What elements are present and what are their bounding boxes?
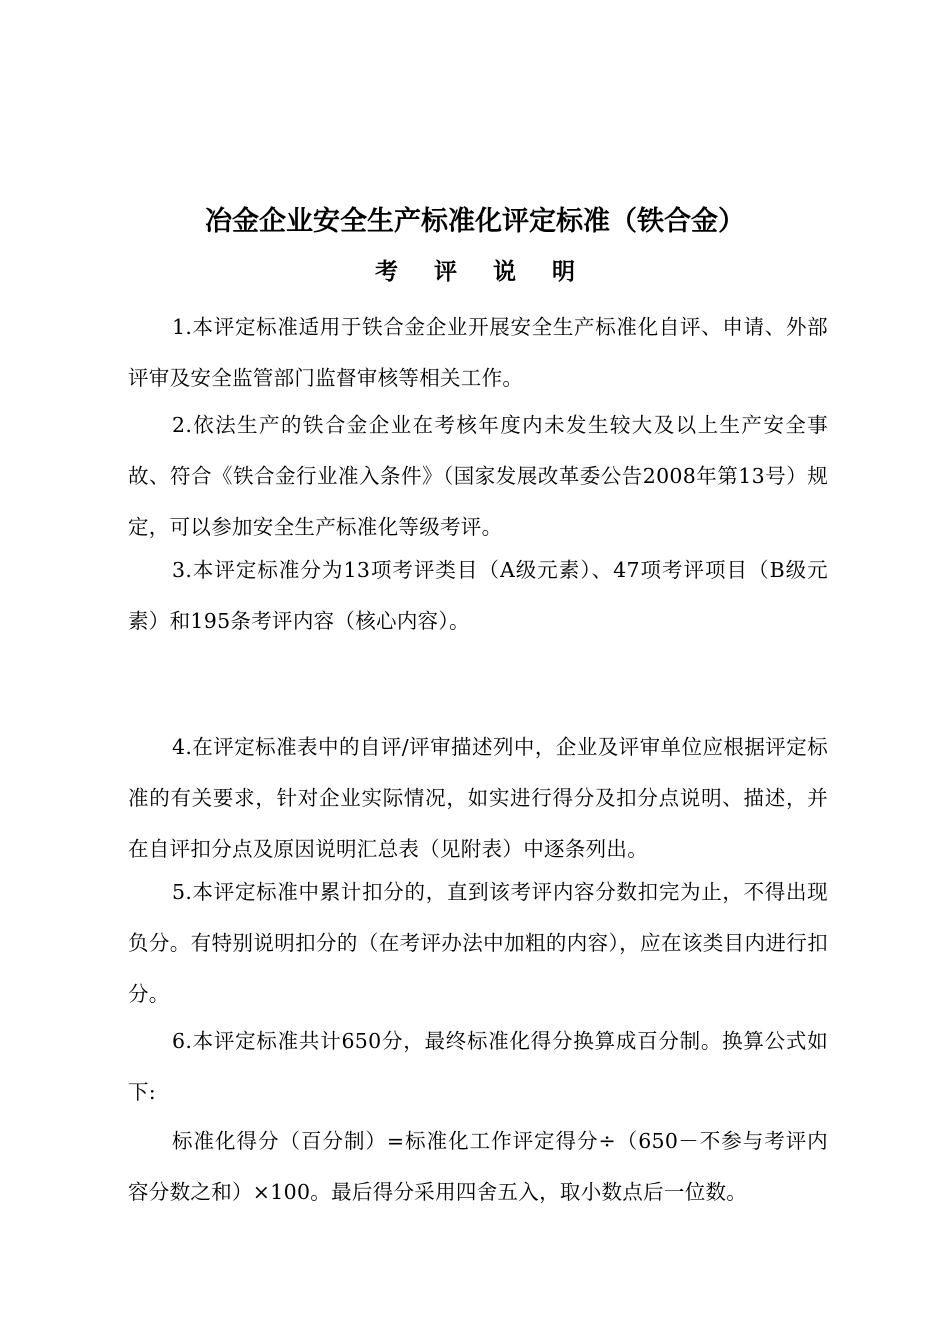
paragraph-4: 4.在评定标准表中的自评/评审描述列中，企业及评审单位应根据评定标准的有关要求，针对企业实际情况，如实进行得分及扣分点说明、描述，并在自评扣分点及原因说明汇总表（见附表）中逐条列出。 [128, 735, 828, 861]
document-subtitle: 考 评 说 明 [374, 258, 590, 285]
paragraph-5: 5.本评定标准中累计扣分的，直到该考评内容分数扣完为止，不得出现负分。有特别说明扣分的（在考评办法中加粗的内容），应在该类目内进行扣分。 [128, 880, 828, 1006]
paragraph-1: 1.本评定标准适用于铁合金企业开展安全生产标准化自评、申请、外部评审及安全监管部门监督审核等相关工作。 [128, 315, 828, 390]
document-title: 冶金企业安全生产标准化评定标准（铁合金） [205, 206, 745, 237]
paragraph-2: 2.依法生产的铁合金企业在考核年度内未发生较大及以上生产安全事故、符合《铁合金行业准入条件》（国家发展改革委公告2008年第13号）规定，可以参加安全生产标准化等级考评。 [128, 413, 828, 539]
paragraph-formula: 标准化得分（百分制）=标准化工作评定得分÷（650－不参与考评内容分数之和）×100。最后得分采用四舍五入，取小数点后一位数。 [128, 1129, 828, 1204]
paragraph-6: 6.本评定标准共计650分，最终标准化得分换算成百分制。换算公式如下: [128, 1029, 828, 1104]
paragraph-3: 3.本评定标准分为13项考评类目（A级元素）、47项考评项目（B级元素）和195条考评内容（核心内容）。 [128, 558, 828, 633]
